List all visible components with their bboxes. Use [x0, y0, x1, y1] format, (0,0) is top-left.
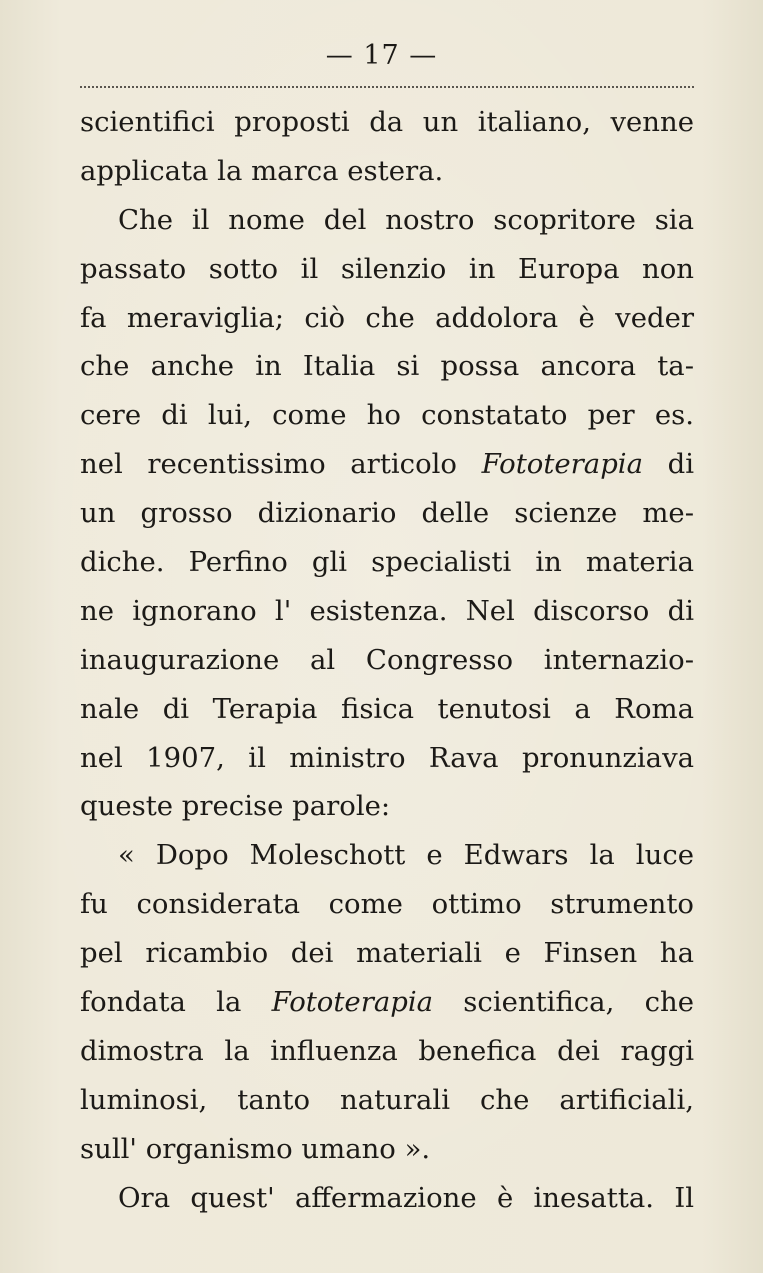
text-line: applicata la marca estera. [80, 154, 444, 187]
text-line: inaugurazione al Congresso internazio- [80, 643, 694, 676]
text-line: che anche in Italia si possa ancora ta- [80, 350, 694, 383]
italic-title: Fototerapia [481, 448, 643, 481]
text-line: dimostra la influenza benefica dei raggi [80, 1034, 694, 1067]
text-line: nel 1907, il ministro Rava pronunziava [80, 741, 694, 774]
text-line: nel recentissimo articolo Fototerapia di [80, 448, 694, 481]
text-line: cere di lui, come ho constatato per es. [80, 399, 694, 432]
text-line: passato sotto il silenzio in Europa non [80, 252, 694, 285]
text-line: nale di Terapia fisica tenutosi a Roma [80, 692, 694, 725]
text-line: luminosi, tanto naturali che artificiali, [80, 1083, 694, 1116]
text-line: fa meraviglia; ciò che addolora è veder [80, 301, 694, 334]
italic-title: Fototerapia [271, 986, 434, 1019]
dotted-rule [80, 86, 694, 88]
text-line: diche. Perfino gli specialisti in materia [80, 546, 694, 579]
text-line: Che il nome del nostro scopritore sia [118, 203, 694, 236]
text-line: fondata la Fototerapia scientifica, che [80, 986, 694, 1019]
text-line: queste precise parole: [80, 790, 391, 823]
text-line: sull' organismo umano ». [80, 1132, 431, 1165]
text-line: pel ricambio dei materiali e Finsen ha [80, 937, 694, 970]
text-line: Ora quest' affermazione è inesatta. Il [118, 1181, 694, 1214]
text-line: fu considerata come ottimo strumento [80, 888, 694, 921]
text-line: « Dopo Moleschott e Edwars la luce [118, 839, 694, 872]
text-line: un grosso dizionario delle scienze me- [80, 497, 694, 530]
text-line: scientifici proposti da un italiano, venne [80, 106, 694, 138]
body-text [80, 98, 694, 1222]
text-line: ne ignorano l' esistenza. Nel discorso di [80, 594, 694, 627]
page-number: — 17 — [325, 40, 438, 71]
